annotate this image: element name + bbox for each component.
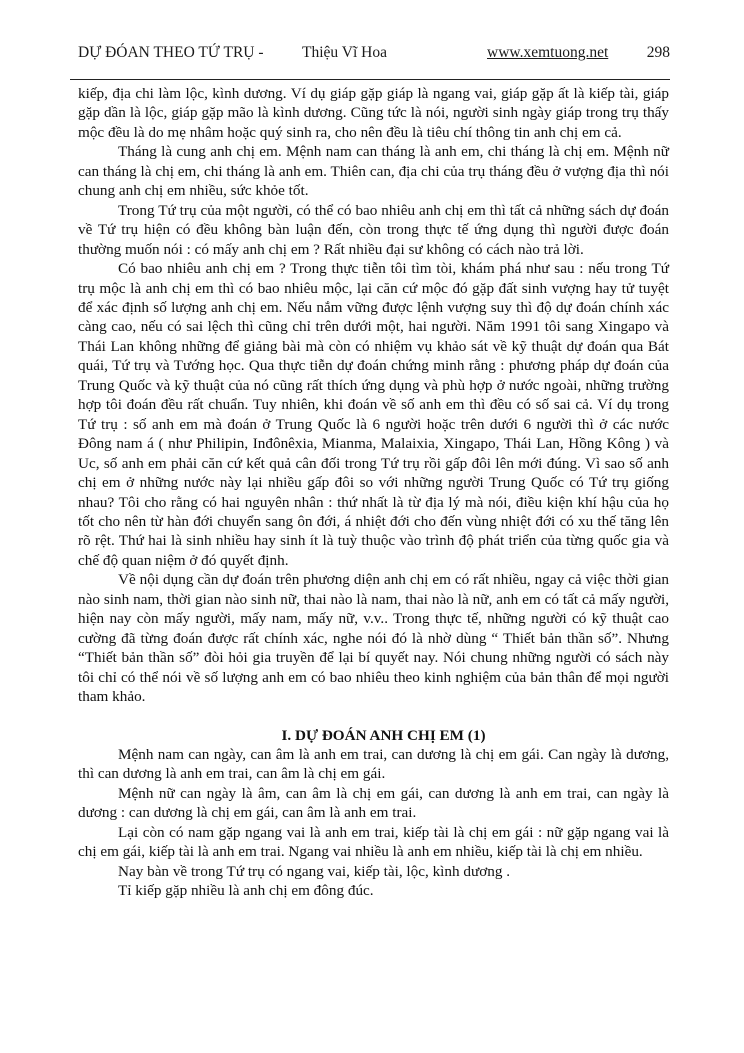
section-heading: I. DỰ ĐOÁN ANH CHỊ EM (1) <box>281 726 486 744</box>
paragraph: Mệnh nữ can ngày là âm, can âm là chị em gái, can dương là anh em trai, can ngày là dương : can dương là chị em gái, can âm là anh em trai. <box>78 784 669 822</box>
website-link[interactable]: www.xemtuong.net <box>487 44 609 61</box>
book-title: DỰ ĐÓAN THEO TỨ TRỤ - <box>78 44 264 61</box>
author-name: Thiệu Vĩ Hoa <box>302 44 387 61</box>
paragraph: Nay bàn về trong Tứ trụ có ngang vai, kiếp tài, lộc, kình dương . <box>118 862 511 880</box>
paragraph: Lại còn có nam gặp ngang vai là anh em trai, kiếp tài là chị em gái : nữ gặp ngang vai là chị em gái, kiếp tài là anh em trai. Ngang vai nhiều là anh em nhiều, kiếp tài là chị em nhiều. <box>78 823 669 861</box>
paragraph: Tỉ kiếp gặp nhiều là anh chị em đông đúc. <box>118 882 374 900</box>
paragraph: Có bao nhiêu anh chị em ? Trong thực tiễn tôi tìm tòi, khám phá như sau : nếu trong Tứ trụ mộc là anh chị em thì có bao nhiêu mộc, lại căn cứ mộc đó gặp đất sinh vượng hay tử tuyệt để xác định số lượng anh chị em. Nếu nắm vững được lệnh vượng suy thì độ dự đoán chính xác càng cao, nếu có sai lệch thì cũng chỉ trên dưới một, hai người. Năm 1991 tôi sang Xingapo và Thái Lan không những để giảng bài mà còn có nhiệm vụ khảo sát về kỹ thuật dự đoán qua Bát quái, Tứ trụ và Tướng học. Qua thực tiễn dự đoán chứng minh rằng : phương pháp dự đoán của Trung Quốc và kỹ thuật của nó cũng rất thích ứng dụng và phù hợp ở nước ngoài, những trường hợp tôi đoán đều rất chuẩn. Tuy nhiên, khi đoán về số anh em thì đều có số sai cả. Ví dụ trong Tứ trụ : số anh em mà đoán ở Trung Quốc là 6 người hoặc trên dưới 6 người thì ở các nước Đông nam á ( như Philipin, Inđônêxia, Mianma, Malaixia, Xingapo, Thái Lan, Hồng Kông ) và Uc, số anh em phải căn cứ kết quả cân đối trong Tứ trụ rồi gấp đôi lên mới đúng. Vì sao số anh chị em ở những nước này lại nhiều gấp đôi so với những người Trung Quốc có Tứ trụ giống nhau? Tôi cho rằng có hai nguyên nhân : thứ nhất là từ địa lý mà nói, điều kiện khí hậu của họ tốt cho nên từ hàn đới chuyển sang ôn đới, á nhiệt đới cho đến vùng nhiệt đới có xu thế tăng lên rõ rệt. Thứ hai là sinh nhiều hay sinh ít là tuỳ thuộc vào trình độ phát triển của từng quốc gia và chế độ quan niệm ở đó quyết định. <box>78 260 669 569</box>
paragraph: Mệnh nam can ngày, can âm là anh em trai, can dương là chị em gái. Can ngày là dương, thì can dương là anh em trai, can âm là chị em gái. <box>78 745 669 783</box>
page-body <box>78 84 669 901</box>
paragraph: Tháng là cung anh chị em. Mệnh nam can tháng là anh em, chi tháng là chị em. Mệnh nữ can tháng là chị em, chi tháng là anh em. Thiên can, địa chi của trụ tháng đều ở vượng địa thì nói chung anh chị em nhiều, sức khỏe tốt. <box>78 143 669 200</box>
paragraph: Trong Tứ trụ của một người, có thể có bao nhiêu anh chị em thì tất cả những sách dự đoán về Tứ trụ hiện có đều không bàn luận đến, còn trong thực tế ứng dụng thì người được đoán thường muốn nói : có mấy anh chị em ? Rất nhiều đại sư không có cách nào trả lời. <box>78 201 669 258</box>
page-header <box>70 44 670 80</box>
header-rule <box>70 79 670 80</box>
paragraph: Về nội dụng cần dự đoán trên phương diện anh chị em có rất nhiều, ngay cả việc thời gian nào sinh nam, thời gian nào sinh nữ, thai nào là nam, thai nào là nữ, anh em có tất cả mấy người, hiện nay còn mấy người, mấy nam, mấy nữ, v.v.. Trong thực tế, những người có kỹ thuật cao cường đã từng đoán được rất chính xác, nghe nói đó là nhờ dùng “ Thiết bản thần số”. Nhưng “Thiết bản thần số” đòi hỏi gia truyền để lại bí quyết nay. Nói chung những người có sách này tôi chỉ có thể nói về số lượng anh em có bao nhiêu theo kinh nghiệm của bản thân để mọi người tham khảo. <box>78 571 669 706</box>
paragraph: kiếp, địa chi làm lộc, kình dương. Ví dụ giáp gặp giáp là ngang vai, giáp gặp ất là kiếp tài, giáp gặp dần là lộc, giáp gặp mão là kình dương. Cũng tức là nói, người sinh ngày giáp trong trụ thấy mộc đều là do mẹ nhâm hoặc quý sinh ra, cho nên đều là tiêu chí thông tin anh chị em cả. <box>78 85 669 141</box>
page-number: 298 <box>646 44 670 61</box>
